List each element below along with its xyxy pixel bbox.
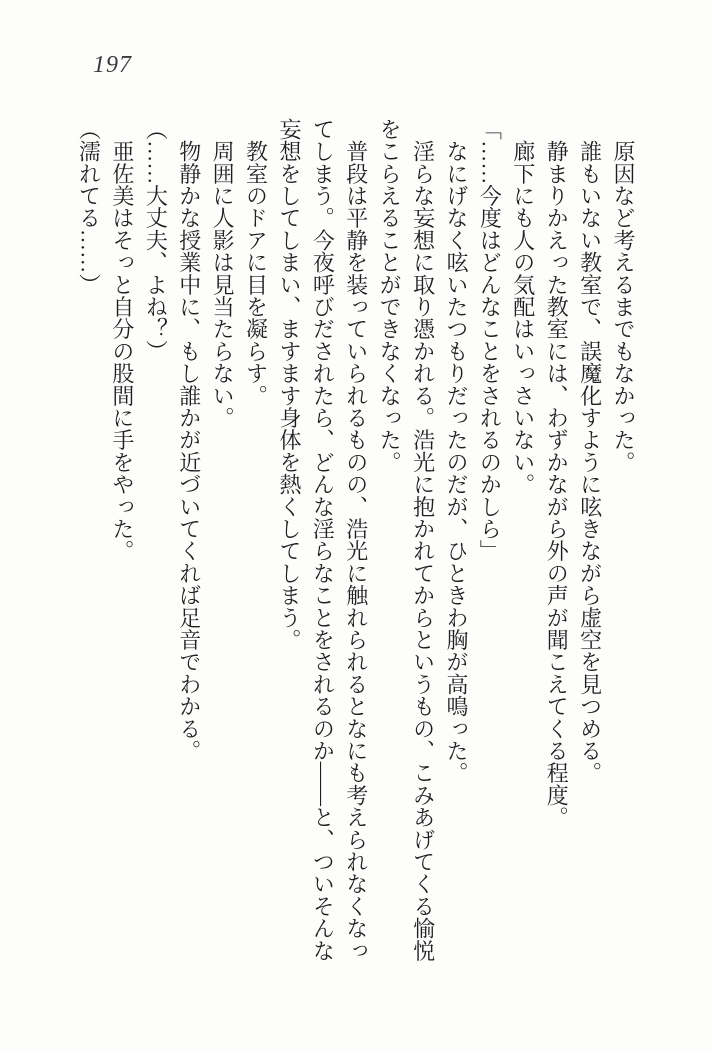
paragraph: 淫らな妄想に取り憑かれる。浩光に抱かれてからというもの、こみあげてくる愉悦をこらえることができなくなった。 [377, 118, 436, 962]
body-text [72, 118, 640, 963]
paragraph: 原因など考えるまでもなかった。 [611, 118, 636, 474]
paragraph-thought: （……大丈夫、よね？） [143, 118, 169, 363]
paragraph: 教室のドアに目を凝らす。 [243, 118, 269, 407]
page-number: 197 [93, 52, 132, 78]
paragraph-thought: （濡れてる……） [76, 118, 102, 296]
paragraph: 亜佐美はそっと自分の股間に手をやった。 [109, 118, 135, 562]
paragraph: 周囲に人影は見当たらない。 [210, 118, 236, 429]
paragraph: 物静かな授業中に、もし誰かが近づいてくれば足音でわかる。 [176, 118, 202, 762]
paragraph: 静まりかえった教室には、わずかながら外の声が聞こえてくる程度。 [544, 118, 570, 829]
paragraph-dialogue: 「……今度はどんなことをされるのかしら」 [477, 118, 503, 562]
paragraph: 廊下にも人の気配はいっさいない。 [510, 118, 536, 496]
paragraph: 誰もいない教室で、誤魔化すように呟きながら虚空を見つめる。 [577, 118, 603, 784]
paragraph: 普段は平静を装っていられるものの、浩光に触れられるとなにも考えられなくなってしまう。今夜呼びだされたら、どんな淫らなことをされるのか――と、ついそんな妄想をしてしまい、ますます身体を熱くしてしまう。 [276, 118, 369, 962]
paragraph: なにげなく呟いたつもりだったのだが、ひときわ胸が高鳴った。 [443, 118, 469, 784]
